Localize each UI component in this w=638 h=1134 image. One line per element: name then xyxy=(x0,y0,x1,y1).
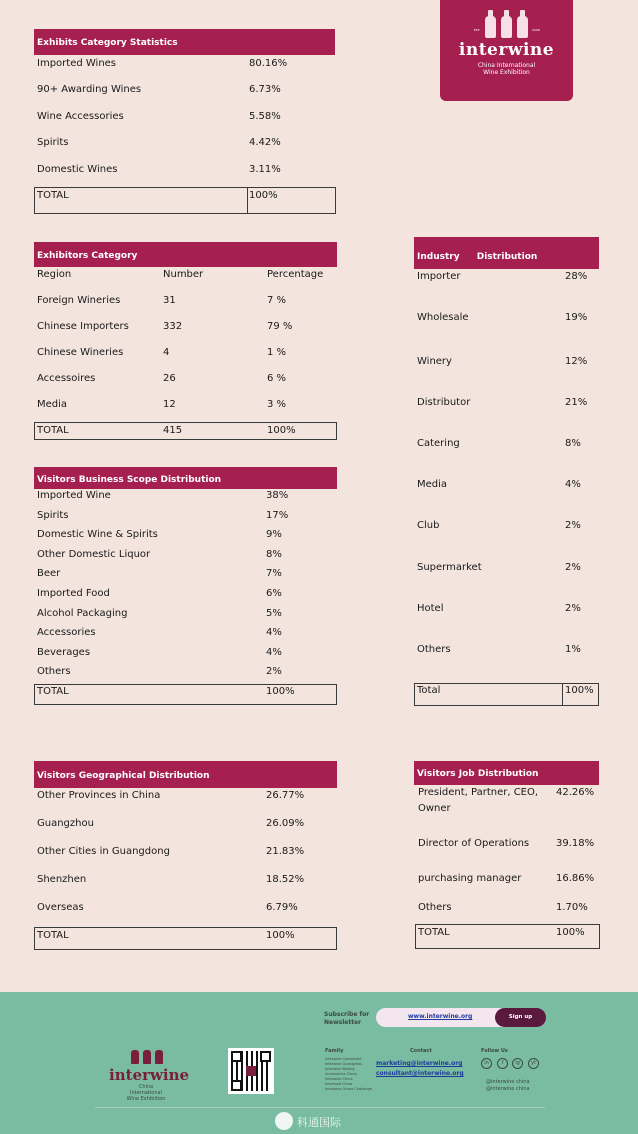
row-value: 26.09% xyxy=(266,818,305,829)
row-label: Others xyxy=(37,666,71,677)
follow-title: Follow Us xyxy=(481,1048,508,1054)
row-percentage: 3 % xyxy=(267,399,287,410)
row-value: 26.77% xyxy=(266,790,305,801)
logo-wordmark: interwine xyxy=(458,40,555,60)
row-label: Hotel xyxy=(417,603,444,614)
row-label: Spirits xyxy=(37,510,69,521)
row-label: Importer xyxy=(417,271,461,282)
row-value: 7% xyxy=(266,568,282,579)
row-label: Wholesale xyxy=(417,312,469,323)
row-value: 80.16% xyxy=(249,58,288,69)
total-value: 100% xyxy=(556,927,585,938)
email-consultant-link[interactable]: consultant@interwine.org xyxy=(376,1070,464,1077)
row-label-line2: Owner xyxy=(418,803,451,814)
signup-button[interactable]: Sign up xyxy=(495,1008,546,1027)
row-label: Imported Wine xyxy=(37,490,111,501)
total-label: TOTAL xyxy=(37,686,69,697)
row-label: 90+ Awarding Wines xyxy=(37,84,142,95)
row-label: Winery xyxy=(417,356,452,367)
divider xyxy=(562,683,563,706)
family-item[interactable]: Interwine Consultant xyxy=(325,1057,362,1061)
row-value: 2% xyxy=(565,562,581,573)
row-label: Alcohol Packaging xyxy=(37,608,128,619)
row-label: Shenzhen xyxy=(37,874,87,885)
row-value: 39.18% xyxy=(556,838,595,849)
row-value: 8% xyxy=(266,549,282,560)
subscribe-label: Subscribe for Newsletter xyxy=(324,1011,370,1026)
row-label: Wine Accessories xyxy=(37,111,124,122)
family-item[interactable]: Interwine China xyxy=(325,1077,353,1081)
row-label: purchasing manager xyxy=(418,873,522,884)
row-label: Others xyxy=(418,902,452,913)
bottles-icon xyxy=(131,1048,163,1064)
logo-subtitle: China International Wine Exhibition xyxy=(477,62,536,76)
row-label: Media xyxy=(417,479,448,490)
row-value: 1.70% xyxy=(556,902,588,913)
logo-year: 2008 xyxy=(532,28,540,32)
youtube-icon[interactable]: yt xyxy=(528,1058,539,1069)
row-value: 1% xyxy=(565,644,581,655)
row-value: 42.26% xyxy=(556,787,595,798)
total-value: 100% xyxy=(565,685,594,696)
family-item[interactable]: Interwine Beijing xyxy=(325,1067,355,1071)
row-value: 6% xyxy=(266,588,282,599)
family-item[interactable]: Interwine Guangzhou xyxy=(325,1062,363,1066)
industry-title-a: Industry xyxy=(417,252,460,262)
row-percentage: 1 % xyxy=(267,347,287,358)
footer-divider xyxy=(95,1107,545,1108)
total-label: TOTAL xyxy=(37,190,69,201)
row-value: 6.79% xyxy=(266,902,298,913)
footer-logo-subtitle: China International Wine Exhibition xyxy=(126,1084,166,1102)
row-percentage: 6 % xyxy=(267,373,287,384)
row-label: Beer xyxy=(37,568,61,579)
row-label: Beverages xyxy=(37,647,91,658)
total-percentage: 100% xyxy=(267,425,296,436)
column-header: Number xyxy=(163,269,204,280)
row-label: Imported Food xyxy=(37,588,110,599)
bottom-brand: 科通国际 xyxy=(297,1116,341,1129)
interwine-logo xyxy=(440,0,573,101)
logo-est: EST. xyxy=(474,28,481,32)
row-label: Catering xyxy=(417,438,460,449)
row-percentage: 7 % xyxy=(267,295,287,306)
industry-title-b: Distribution xyxy=(476,252,538,262)
column-header: Region xyxy=(37,269,72,280)
row-label: Other Provinces in China xyxy=(37,790,161,801)
total-value: 100% xyxy=(266,686,295,697)
row-number: 12 xyxy=(163,399,176,410)
total-label: TOTAL xyxy=(418,927,450,938)
row-number: 4 xyxy=(163,347,170,358)
row-region: Accessoires xyxy=(37,373,96,384)
row-label: Domestic Wine & Spirits xyxy=(37,529,158,540)
row-value: 2% xyxy=(565,520,581,531)
facebook-icon[interactable]: f xyxy=(497,1058,508,1069)
row-label: Accessories xyxy=(37,627,96,638)
email-marketing-link[interactable]: marketing@interwine.org xyxy=(376,1060,463,1067)
instagram-icon[interactable]: ig xyxy=(512,1058,523,1069)
exhibits-stats-header: Exhibits Category Statistics xyxy=(34,29,335,55)
qr-code xyxy=(228,1048,274,1094)
job-header: Visitors Job Distribution xyxy=(414,761,599,785)
row-region: Media xyxy=(37,399,68,410)
globe-icon xyxy=(275,1112,293,1130)
family-item[interactable]: Accessories China xyxy=(325,1072,357,1076)
total-value: 100% xyxy=(266,930,295,941)
row-value: 12% xyxy=(565,356,588,367)
row-label: Overseas xyxy=(37,902,84,913)
row-value: 4% xyxy=(565,479,581,490)
row-number: 26 xyxy=(163,373,176,384)
row-label: Other Domestic Liquor xyxy=(37,549,151,560)
row-region: Chinese Wineries xyxy=(37,347,124,358)
row-value: 38% xyxy=(266,490,289,501)
row-value: 16.86% xyxy=(556,873,595,884)
family-item[interactable]: Interwine Grand Challenge xyxy=(325,1087,372,1091)
row-number: 31 xyxy=(163,295,176,306)
row-value: 5.58% xyxy=(249,111,281,122)
business-scope-header: Visitors Business Scope Distribution xyxy=(34,467,337,489)
geo-header: Visitors Geographical Distribution xyxy=(34,761,337,788)
row-value: 21.83% xyxy=(266,846,305,857)
row-label: Spirits xyxy=(37,137,69,148)
row-label: Supermarket xyxy=(417,562,482,573)
row-value: 4% xyxy=(266,627,282,638)
row-label: Others xyxy=(417,644,451,655)
row-label: Club xyxy=(417,520,440,531)
row-value: 21% xyxy=(565,397,588,408)
total-label: TOTAL xyxy=(37,930,69,941)
row-value: 6.73% xyxy=(249,84,281,95)
social-handle: @interwine china xyxy=(486,1079,530,1085)
row-value: 2% xyxy=(266,666,282,677)
row-value: 17% xyxy=(266,510,289,521)
column-header: Percentage xyxy=(267,269,324,280)
total-row-box xyxy=(34,187,336,214)
row-label: Other Cities in Guangdong xyxy=(37,846,170,857)
subscribe-url-link[interactable]: www.interwine.org xyxy=(408,1013,473,1020)
exhibitors-header: Exhibitors Category xyxy=(34,242,337,267)
footer-logo-wordmark: interwine xyxy=(109,1066,190,1084)
row-value: 9% xyxy=(266,529,282,540)
row-value: 18.52% xyxy=(266,874,305,885)
row-value: 3.11% xyxy=(249,164,281,175)
family-title: Family xyxy=(325,1048,344,1054)
row-label: Guangzhou xyxy=(37,818,94,829)
row-value: 2% xyxy=(565,603,581,614)
row-value: 28% xyxy=(565,271,588,282)
row-region: Chinese Importers xyxy=(37,321,129,332)
row-value: 19% xyxy=(565,312,588,323)
social-handle: @interwine china xyxy=(486,1086,530,1092)
total-label: TOTAL xyxy=(37,425,69,436)
row-label: Imported Wines xyxy=(37,58,117,69)
row-value: 8% xyxy=(565,438,581,449)
divider xyxy=(247,187,248,214)
row-percentage: 79 % xyxy=(267,321,293,332)
contact-title: Contact xyxy=(410,1048,432,1054)
total-number: 415 xyxy=(163,425,183,436)
family-item[interactable]: Interfood China xyxy=(325,1082,353,1086)
row-value: 4% xyxy=(266,647,282,658)
row-region: Foreign Wineries xyxy=(37,295,121,306)
row-value: 4.42% xyxy=(249,137,281,148)
industry-header xyxy=(414,237,599,269)
bottles-icon xyxy=(485,14,529,38)
row-label: President, Partner, CEO, xyxy=(418,787,539,798)
total-label: Total xyxy=(417,685,441,696)
total-value: 100% xyxy=(249,190,278,201)
row-label: Director of Operations xyxy=(418,838,530,849)
row-value: 5% xyxy=(266,608,282,619)
row-label: Domestic Wines xyxy=(37,164,118,175)
row-number: 332 xyxy=(163,321,183,332)
footer xyxy=(0,992,638,1134)
row-label: Distributor xyxy=(417,397,471,408)
linkedin-icon[interactable]: in xyxy=(481,1058,492,1069)
